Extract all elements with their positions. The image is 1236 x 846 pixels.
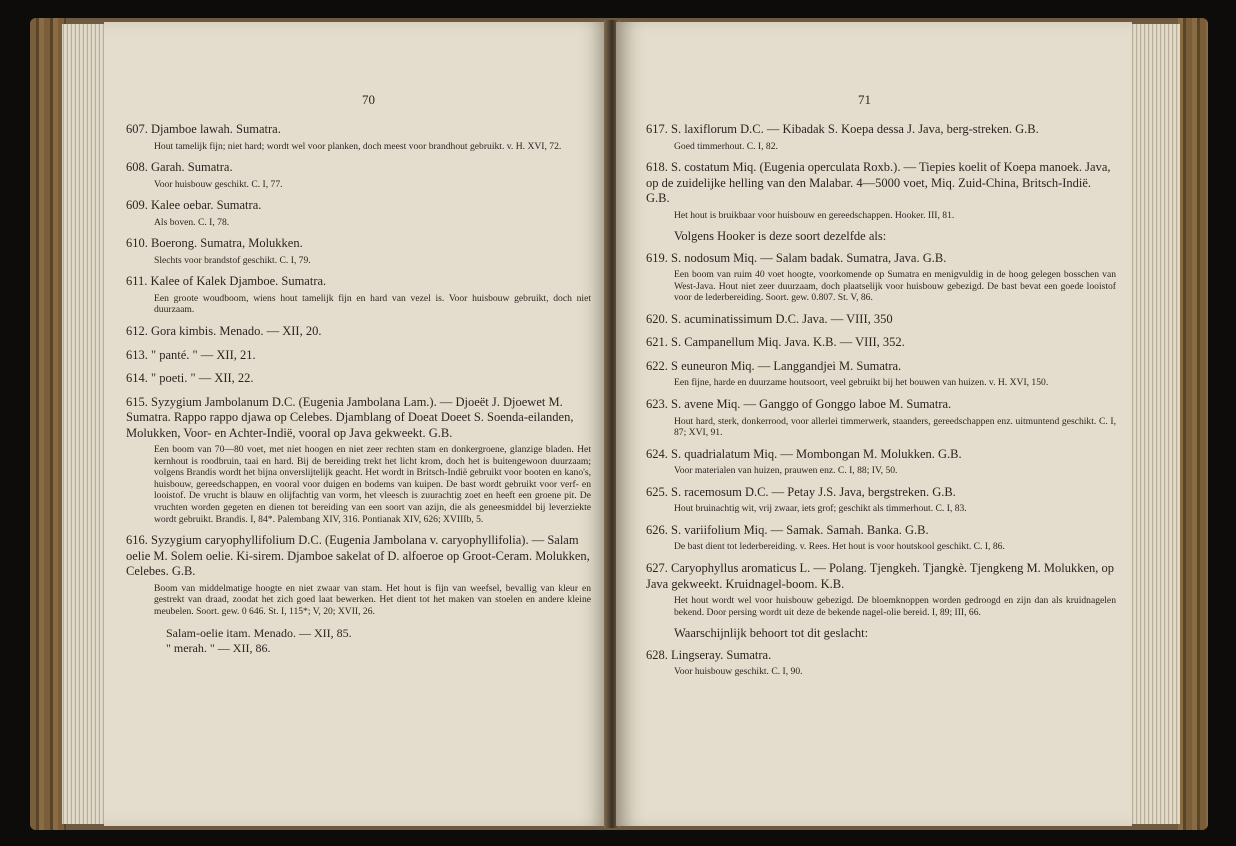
entry-description: Een groote woudboom, wiens hout tamelijk fijn en hard van vezel is. Voor huisbouw gebruikt, doch niet duurzaam.: [154, 292, 591, 316]
entry-628: [646, 648, 1116, 678]
entry-607: [126, 122, 591, 152]
entry-description: Goed timmerhout. C. I, 82.: [674, 140, 778, 152]
left-cover-edge: [30, 18, 66, 830]
entry-heading: 612. Gora kimbis. Menado. — XII, 20.: [126, 324, 322, 339]
entry-611: [126, 274, 591, 316]
entry-heading: 615. Syzygium Jambolanum D.C. (Eugenia Jambolana Lam.). — Djoeët J. Djoewet M. Sumatra. Rappo rappo djawa op Celebes. Djamblang of Doeat Doeet S. Soenda-eilanden, Molukken, Voor- en Achter-Indië, vooral op Java gekweekt. G.B.: [126, 394, 574, 440]
entry-heading: 608. Garah. Sumatra.: [126, 160, 233, 175]
entry-heading: 611. Kalee of Kalek Djamboe. Sumatra.: [126, 274, 327, 289]
right-page-stack: [1130, 24, 1180, 824]
left-page-stack: [62, 24, 108, 824]
sub-entry: " merah. " — XII, 86.: [166, 640, 271, 655]
entry-622: [646, 359, 1116, 389]
entry-617: [646, 122, 1116, 152]
sub-entry: Salam-oelie itam. Menado. — XII, 85.: [166, 625, 352, 640]
entry-description: Hout bruinachtig wit, vrij zwaar, iets grof; geschikt als timmerhout. C. I, 83.: [674, 503, 967, 515]
entry-609: [126, 198, 591, 228]
entry-description: Een fijne, harde en duurzame houtsoort, veel gebruikt bij het bouwen van huizen. v. H. XVI, 150.: [674, 377, 1049, 389]
entry-heading: 619. S. nodosum Miq. — Salam badak. Sumatra, Java. G.B.: [646, 250, 947, 265]
entry-description: Het hout is bruikbaar voor huisbouw en gereedschappen. Hooker. III, 81.: [674, 209, 955, 221]
entry-description: Het hout wordt wel voor huisbouw gebezigd. De bloemknoppen worden gedroogd en zijn dan als kruidnagelen bekend. Door persing wordt uit deze de bekende nagel-olie bereid. I, 89; III, 66.: [674, 595, 1116, 618]
entry-heading: 628. Lingseray. Sumatra.: [646, 647, 772, 662]
entry-heading: 607. Djamboe lawah. Sumatra.: [126, 122, 281, 136]
entry-description: Hout tamelijk fijn; niet hard; wordt wel voor planken, doch meest voor brandhout gebruikt. v. H. XVI, 72.: [154, 140, 562, 152]
entry-description: De bast dient tot lederbereiding. v. Rees. Het hout is voor houtskool geschikt. C. I, 86.: [674, 541, 1005, 553]
entry-608: [126, 160, 591, 190]
entry-627: [646, 561, 1116, 618]
entry-614: [126, 371, 591, 387]
entry-612: [126, 324, 591, 340]
entry-620: [646, 312, 1116, 328]
entry-description: Een boom van 70—80 voet, met niet hoogen en niet zeer rechten stam en donkergroene, glanzige bladen. Het kernhout is roodbruin, taai en hard. Bij de bereiding trekt het licht krom, doch het is buitengewoon duurzaam; volgens Brandis wordt het bijna onverslijtelijk geacht. Het wordt in Britsch-Indië gebruikt voor booten en kano's, huisbouw, gereedschappen, en vooral voor duigen en bodems van kuipen. De bast wordt gebruikt voor verf- en looistof. De vrucht is blauw en olijfachtig van vorm, het vleesch is zuurachtig zoet en heeft een groene pit. De vruchten worden gegeten en dienen tot bereiding van een soort van azijn, die als geneesmiddel bij leverziekte wordt gebruikt. Brandis. I, 84*. Palembang XIV, 316. Pontianak XIV, 626; XVIIIb, 5.: [154, 444, 591, 525]
entry-618: [646, 160, 1116, 221]
entry-615: [126, 395, 591, 526]
right-page: [616, 22, 1132, 826]
entry-625: [646, 485, 1116, 515]
entry-description: Hout hard, sterk, donkerrood, voor allerlei timmerwerk, staanders, gereedschappen enz. uitmuntend geschikt. C. I, 87; XVI, 91.: [674, 415, 1116, 439]
page-number: 70: [362, 92, 375, 107]
entry-heading: 626. S. variifolium Miq. — Samak. Samah. Banka. G.B.: [646, 522, 929, 537]
entry-list: [126, 122, 591, 656]
entry-heading: 613. " panté. " — XII, 21.: [126, 347, 256, 362]
entry-description: Slechts voor brandstof geschikt. C. I, 79.: [154, 254, 311, 266]
entry-description: Boom van middelmatige hoogte en niet zwaar van stam. Het hout is fijn van weefsel, bevallig van kleur en gestrekt van draad, zoodat het zich goed laat bewerken. Het dient tot het maken van stoelen en andere kleine meubelen. Soort. gew. 0 646. St. I, 115*; V, 20; XVII, 26.: [154, 582, 591, 617]
entry-626: [646, 523, 1116, 553]
entry-heading: 623. S. avene Miq. — Ganggo of Gonggo laboe M. Sumatra.: [646, 397, 952, 412]
page-number: 71: [858, 92, 871, 107]
section-note: Waarschijnlijk behoort tot dit geslacht:: [674, 626, 869, 641]
section-note: Volgens Hooker is deze soort dezelfde als:: [674, 229, 887, 244]
right-cover-edge: [1178, 18, 1208, 830]
entry-619: [646, 251, 1116, 304]
entry-heading: 618. S. costatum Miq. (Eugenia operculata Roxb.). — Tiepies koelit of Koepa manoek. Java, op de zuidelijke helling van den Malabar. 4—5000 voet, Miq. Zuid-China, Britsch-Indië. G.B.: [646, 160, 1111, 206]
entry-description: Voor huisbouw geschikt. C. I, 77.: [154, 178, 283, 190]
entry-621: [646, 335, 1116, 351]
entry-heading: 627. Caryophyllus aromaticus L. — Polang. Tjengkeh. Tjangkè. Tjengkeng M. Molukken, op Java gekweekt. Kruidnagel-boom. K.B.: [646, 561, 1114, 591]
entry-heading: 624. S. quadrialatum Miq. — Mombongan M. Molukken. G.B.: [646, 446, 962, 461]
entry-624: [646, 447, 1116, 477]
entry-heading: 617. S. laxiflorum D.C. — Kibadak S. Koepa dessa J. Java, berg-streken. G.B.: [646, 122, 1039, 136]
entry-heading: 614. " poeti. " — XII, 22.: [126, 371, 254, 386]
entry-heading: 610. Boerong. Sumatra, Molukken.: [126, 236, 303, 251]
left-page: [104, 22, 608, 826]
entry-623: [646, 397, 1116, 439]
entry-heading: 609. Kalee oebar. Sumatra.: [126, 198, 262, 213]
entry-heading: 616. Syzygium caryophyllifolium D.C. (Eugenia Jambolana v. caryophyllifolia). — Salam oelie M. Solem oelie. Ki-sirem. Djamboe sakelat of D. alfoeroe op Groot-Ceram. Molukken, Celebes. G.B.: [126, 533, 590, 579]
entry-613: [126, 348, 591, 364]
entry-heading: 622. S euneuron Miq. — Langgandjei M. Sumatra.: [646, 358, 902, 373]
entry-description: Voor materialen van huizen, prauwen enz. C. I, 88; IV, 50.: [674, 465, 898, 477]
entry-description: Voor huisbouw geschikt. C. I, 90.: [674, 666, 803, 678]
entry-list: [646, 122, 1116, 686]
entry-heading: 625. S. racemosum D.C. — Petay J.S. Java, bergstreken. G.B.: [646, 484, 956, 499]
entry-description: Een boom van ruim 40 voet hoogte, voorkomende op Sumatra en menigvuldig in de hoog gelegen bosschen van West-Java. Hout niet zeer duurzaam, doch plaatselijk voor huisbouw gebezigd. De bast bevat een goede looistof voor de lederbereiding. Soort. gew. 0.807. St. V, 86.: [674, 269, 1116, 304]
entry-description: Als boven. C. I, 78.: [154, 216, 230, 228]
entry-610: [126, 236, 591, 266]
entry-heading: 620. S. acuminatissimum D.C. Java. — VIII, 350: [646, 311, 893, 326]
entry-heading: 621. S. Campanellum Miq. Java. K.B. — VIII, 352.: [646, 335, 905, 350]
entry-616: [126, 533, 591, 617]
